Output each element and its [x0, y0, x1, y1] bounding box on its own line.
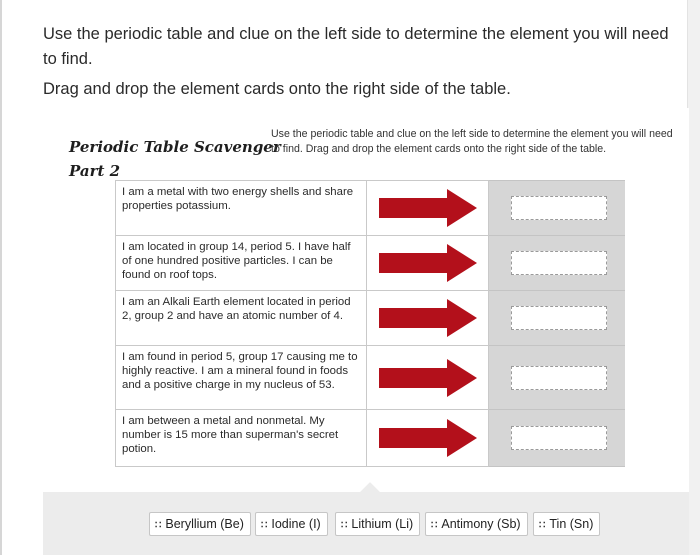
drop-zone[interactable] — [511, 251, 607, 275]
drop-zone[interactable] — [511, 306, 607, 330]
arrow-right-icon — [379, 359, 477, 397]
instruction-text: Drag and drop the element cards onto the right side of the table. — [43, 80, 511, 98]
drop-target-cell — [489, 291, 625, 346]
clue-table — [115, 180, 625, 467]
card-label: Iodine (I) — [271, 517, 321, 531]
element-card-antimony[interactable] — [425, 512, 528, 536]
clue-text: I am an Alkali Earth element located in period 2, group 2 and have an atomic number of 4. — [115, 291, 367, 346]
table-row — [115, 236, 625, 291]
card-label: Tin (Sn) — [549, 517, 594, 531]
drop-target-cell — [489, 410, 625, 467]
table-row — [115, 291, 625, 346]
drop-target-cell — [489, 236, 625, 291]
drop-target-cell — [489, 180, 625, 236]
drag-handle-icon: ∷ — [341, 520, 347, 531]
card-label: Beryllium (Be) — [165, 517, 244, 531]
arrow-right-icon — [379, 189, 477, 227]
card-tray — [43, 492, 689, 555]
drop-zone[interactable] — [511, 426, 607, 450]
drag-handle-icon: ∷ — [261, 520, 267, 531]
worksheet-description: Use the periodic table and clue on the left side to determine the element you will need to find. Drag and drop the element cards onto the right side of the table. — [271, 128, 673, 155]
arrow-cell — [367, 410, 489, 467]
arrow-cell — [367, 180, 489, 236]
tray-pointer — [360, 482, 380, 502]
instruction-text: Use the periodic table and clue on the left side to determine the element you will need to find. — [43, 25, 669, 68]
drop-zone[interactable] — [511, 366, 607, 390]
left-border — [0, 0, 2, 555]
element-card-beryllium[interactable] — [149, 512, 251, 536]
element-card-lithium[interactable] — [335, 512, 420, 536]
drop-target-cell — [489, 346, 625, 410]
clue-text: I am located in group 14, period 5. I have half of one hundred positive particles. I can be found on roof tops. — [115, 236, 367, 291]
arrow-right-icon — [379, 244, 477, 282]
element-card-iodine[interactable] — [255, 512, 328, 536]
table-row — [115, 346, 625, 410]
clue-text: I am found in period 5, group 17 causing me to highly reactive. I am a mineral found in foods and a positive charge in my nucleus of 53. — [115, 346, 367, 410]
drop-zone[interactable] — [511, 196, 607, 220]
drag-handle-icon: ∷ — [431, 520, 437, 531]
arrow-right-icon — [379, 299, 477, 337]
element-card-tin[interactable] — [533, 512, 600, 536]
drag-handle-icon: ∷ — [155, 520, 161, 531]
table-row — [115, 180, 625, 236]
clue-text: I am between a metal and nonmetal. My number is 15 more than superman's secret potion. — [115, 410, 367, 467]
arrow-cell — [367, 291, 489, 346]
worksheet-title: Periodic Table Scavenger — [69, 138, 281, 156]
worksheet-subtitle: Part 2 — [69, 162, 121, 180]
card-label: Lithium (Li) — [351, 517, 414, 531]
arrow-cell — [367, 236, 489, 291]
drag-drop-activity — [43, 108, 689, 555]
table-row — [115, 410, 625, 467]
arrow-cell — [367, 346, 489, 410]
drag-handle-icon: ∷ — [539, 520, 545, 531]
clue-text: I am a metal with two energy shells and share properties potassium. — [115, 180, 367, 236]
card-label: Antimony (Sb) — [441, 517, 521, 531]
arrow-right-icon — [379, 419, 477, 457]
